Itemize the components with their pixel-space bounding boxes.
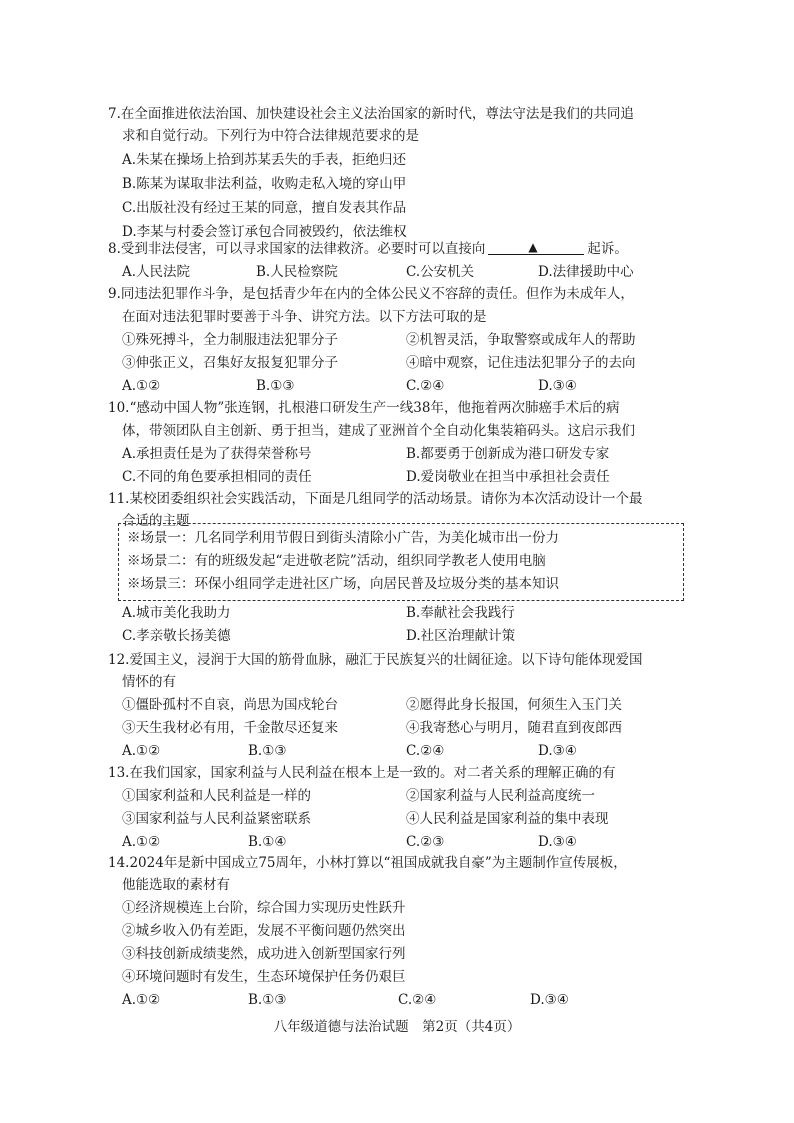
q7-option-a: A.朱某在操场上拾到苏某丢失的手表，拒绝归还 — [122, 152, 407, 168]
q7-stem-line-1: 7.在全面推进依法治国、加快建设社会主义法治国家的新时代，尊法守法是我们的共同追 — [108, 106, 634, 122]
q10-options-row-2 — [122, 466, 698, 488]
q11-scenes-box — [118, 523, 684, 601]
q9-option-b: B.①③ — [256, 378, 295, 394]
q11-option-d: D.社区治理献计策 — [406, 628, 516, 644]
q9-option-c: C.②④ — [406, 378, 445, 394]
q8-option-b: B.人民检察院 — [256, 264, 338, 280]
q12-option-b: B.①③ — [248, 743, 287, 759]
q9-item-3: ③伸张正义，召集好友报复犯罪分子 — [122, 355, 338, 371]
q11-scene-3: ※场景三：环保小组同学走进社区广场，向居民普及垃圾分类的基本知识 — [127, 576, 559, 592]
q9-stem-line-1: 9.同违法犯罪作斗争，是包括青少年在内的全体公民义不容辞的责任。但作为未成年人， — [108, 286, 634, 302]
q9-option-a: A.①② — [122, 378, 161, 394]
q9-item-1: ①殊死搏斗，全力制服违法犯罪分子 — [122, 332, 338, 348]
q8-stem-after: 起诉。 — [587, 241, 628, 257]
q13-item-1: ①国家利益和人民利益是一样的 — [122, 788, 311, 804]
q9-stem-line-2: 在面对违法犯罪时要善于斗争、讲究方法。以下方法可取的是 — [122, 309, 487, 325]
q13-option-b: B.①④ — [248, 834, 287, 850]
q12-stem-line-1: 12.爱国主义，浸润于大国的筋骨血脉，融汇于民族复兴的壮阔征途。以下诗句能体现爱国 — [108, 652, 643, 668]
q9-options — [122, 375, 698, 397]
q14-options — [122, 989, 698, 1011]
q11-option-b: B.奉献社会我践行 — [406, 605, 515, 621]
q9-option-d: D.③④ — [538, 378, 577, 394]
q8-option-a: A.人民法院 — [122, 264, 191, 280]
q14-item-4: ④环境问题时有发生，生态环境保护任务仍艰巨 — [122, 969, 406, 985]
q8-stem-before: 8.受到非法侵害，可以寻求国家的法律救济。必要时可以直接向 — [108, 241, 486, 257]
q14-option-c: C.②④ — [398, 992, 437, 1008]
q14-option-a: A.①② — [122, 992, 161, 1008]
q14-item-3: ③科技创新成绩斐然，成功进入创新型国家行列 — [122, 946, 406, 962]
q11-options-row-1 — [122, 602, 698, 624]
q8-options — [122, 261, 698, 283]
q9-items-row-1 — [122, 329, 698, 351]
q9-item-2: ②机智灵活，争取警察或成年人的帮助 — [406, 332, 636, 348]
q12-option-c: C.②④ — [406, 743, 445, 759]
q11-stem-line-2: 合适的主题 — [122, 513, 190, 529]
q13-item-2: ②国家利益与人民利益高度统一 — [406, 788, 595, 804]
triangle-marker-icon: ▲ — [528, 240, 538, 254]
q12-option-d: D.③④ — [538, 743, 577, 759]
q12-option-a: A.①② — [122, 743, 161, 759]
q13-options — [122, 831, 698, 853]
q10-option-a: A.承担责任是为了获得荣誉称号 — [122, 446, 312, 462]
q7-option-c: C.出版社没有经过王某的同意，擅自发表其作品 — [122, 200, 407, 216]
q8-option-c: C.公安机关 — [406, 264, 475, 280]
q14-item-2: ②城乡收入仍有差距，发展不平衡问题仍然突出 — [122, 923, 406, 939]
page-footer: 八年级道德与法治试题 第2页（共4页） — [273, 1019, 521, 1035]
q14-stem-line-2: 他能选取的素材有 — [122, 877, 230, 893]
q10-options-row-1 — [122, 443, 698, 465]
q11-option-c: C.孝亲敬长扬美德 — [122, 628, 231, 644]
q10-option-c: C.不同的角色要承担相同的责任 — [122, 469, 312, 485]
q10-option-b: B.都要勇于创新成为港口研发专家 — [406, 446, 610, 462]
q13-items-row-1 — [122, 785, 698, 807]
q9-item-4: ④暗中观察，记住违法犯罪分子的去向 — [406, 355, 636, 371]
q11-stem-line-1: 11.某校团委组织社会实践活动，下面是几组同学的活动场景。请你为本次活动设计一个最 — [108, 491, 643, 507]
q10-stem-line-2: 体，带领团队自主创新、勇于担当，建成了亚洲首个全自动化集装箱码头。这启示我们 — [122, 423, 635, 439]
q14-option-b: B.①③ — [248, 992, 287, 1008]
q11-option-a: A.城市美化我助力 — [122, 605, 231, 621]
q12-item-4: ④我寄愁心与明月，随君直到夜郎西 — [406, 720, 622, 736]
q8-answer-blank — [488, 240, 584, 255]
q12-options — [122, 740, 698, 762]
q11-scene-2: ※场景二：有的班级发起“走进敬老院”活动，组织同学教老人使用电脑 — [127, 553, 546, 569]
q8-option-d: D.法律援助中心 — [538, 264, 634, 280]
q12-items-row-1 — [122, 694, 698, 716]
q13-option-d: D.③④ — [538, 834, 577, 850]
q12-item-1: ①僵卧孤村不自哀，尚思为国戍轮台 — [122, 697, 338, 713]
q13-item-3: ③国家利益与人民利益紧密联系 — [122, 811, 311, 827]
q11-scene-1: ※场景一：几名同学利用节假日到街头清除小广告，为美化城市出一份力 — [127, 530, 559, 546]
q11-options-row-2 — [122, 625, 698, 647]
q12-item-3: ③天生我材必有用，千金散尽还复来 — [122, 720, 338, 736]
q13-items-row-2 — [122, 808, 698, 830]
q7-option-b: B.陈某为谋取非法利益，收购走私入境的穿山甲 — [122, 176, 407, 192]
q9-items-row-2 — [122, 352, 698, 374]
q14-option-d: D.③④ — [530, 992, 569, 1008]
q10-option-d: D.爱岗敬业在担当中承担社会责任 — [406, 469, 610, 485]
q7-stem-line-2: 求和自觉行动。下列行为中符合法律规范要求的是 — [122, 128, 419, 144]
q12-items-row-2 — [122, 717, 698, 739]
q13-option-c: C.②③ — [406, 834, 445, 850]
q13-option-a: A.①② — [122, 834, 161, 850]
q7-option-d: D.李某与村委会签订承包合同被毁约，依法维权 — [122, 224, 407, 240]
q14-stem-line-1: 14.2024年是新中国成立75周年，小林打算以“祖国成就我自豪”为主题制作宣传展板， — [108, 855, 627, 871]
q8-stem — [108, 238, 628, 260]
q12-stem-line-2: 情怀的有 — [122, 674, 176, 690]
q10-stem-line-1: 10.“感动中国人物”张连钢，扎根港口研发生产一线38年，他拖着两次肺癌手术后的病 — [108, 400, 620, 416]
q13-stem-line-1: 13.在我们国家，国家利益与人民利益在根本上是一致的。对二者关系的理解正确的有 — [108, 765, 616, 781]
q12-item-2: ②愿得此身长报国，何须生入玉门关 — [406, 697, 622, 713]
q14-item-1: ①经济规模连上台阶，综合国力实现历史性跃升 — [122, 900, 406, 916]
q13-item-4: ④人民利益是国家利益的集中表现 — [406, 811, 609, 827]
